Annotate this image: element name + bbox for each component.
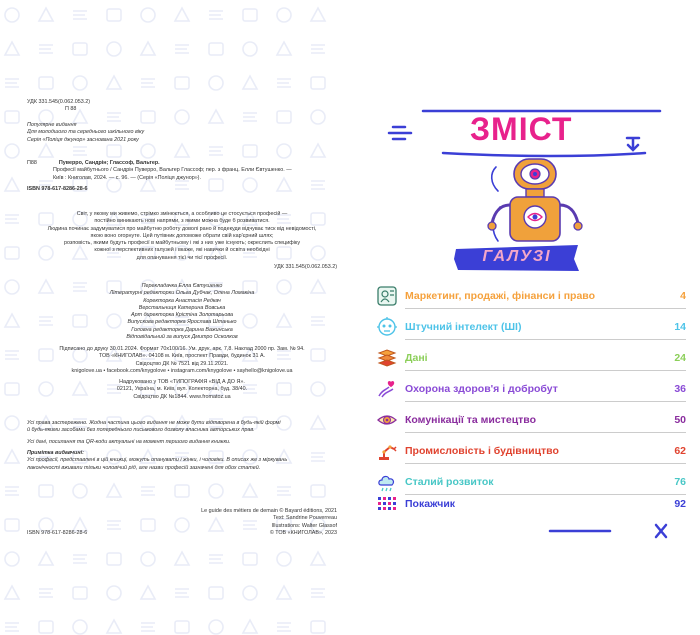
doodle-shape [311,8,325,21]
credit-line: Головна редакторка Дарина Важинська [131,326,233,333]
doodle-shape [5,383,19,395]
doodle-shape [209,147,223,155]
series-founded: Серія «Поліця джунор» заснована 2021 року [27,136,139,143]
doodle-shape [73,555,87,563]
sections-banner [452,243,582,273]
credit-line: Верстальниця Катерина Вовська [138,304,226,311]
doodle-shape [5,111,19,123]
isbn-top: ISBN 978-617-8286-28-6 [27,185,88,192]
call-number: П 88 [65,106,77,113]
doodle-shape [141,487,155,495]
toc-divider [405,401,686,402]
original-credit-line: Le guide des métiers de demain © Bayard éditions, 2021 [201,508,337,514]
publisher-note [27,450,337,472]
doodle-shape [73,76,87,90]
page-title: ЗМІСТ [470,111,573,147]
edition-type: Популярне видання [27,122,77,128]
doodle-shape [209,620,223,634]
toc-page-number: 76 [674,476,686,488]
robot-arm-icon [376,440,398,462]
doodle-shape [209,76,223,90]
credit-line: Перекладачка Елла Євтушенко [141,283,223,289]
toc-page-number: 36 [674,383,686,395]
doodle-shape [141,42,155,55]
annotation-line: Людина починає задумуватися про майбутню роботу доволі рано й подекуди відчуває тиск від невідомості, [47,225,317,232]
doodle-shape [141,552,155,566]
toc-divider [405,432,686,433]
doodle-shape [107,9,121,21]
toc-divider [405,308,686,309]
doodle-shape [73,484,87,498]
toc-page-number: 24 [674,352,686,364]
toc-label: Промисловість і будівництво [405,445,559,457]
doodle-shape [107,113,121,121]
doodle-shape [175,485,189,497]
doodle-shape [141,144,155,158]
credits [27,283,337,341]
banner-label: ГАЛУЗІ [482,248,552,265]
doodle-shape [39,144,53,157]
doodle-shape [73,620,87,634]
doodle-shape [39,621,53,633]
credit-line: Відповідальний за випуск Дмитро Осколков [126,334,238,341]
doodle-shape [73,587,87,599]
doodle-shape [5,79,19,87]
eye-icon [376,409,398,431]
doodle-shape [175,45,189,53]
toc-page-number: 14 [674,321,686,333]
original-credit-line: Text: Sandrine Pouverreau [273,515,337,522]
doodle-shape [277,586,291,599]
doodle-shape [243,76,257,89]
doodle-shape [39,45,53,53]
doodle-shape [5,351,19,359]
rights-line: й будь-якими засобами без попереднього письмового дозволу власника авторських прав. [27,427,255,434]
toc-label: Дані [405,352,428,364]
doodle-shape [5,280,19,294]
doodle-shape [107,586,121,600]
annotation [27,211,337,262]
doodle-shape [243,42,257,56]
doodle-shape [277,42,291,55]
doodle-shape [277,487,291,495]
doodle-shape [5,8,19,22]
rights-line: Усі права застережено. Жодна частина цього видання не може бути відтворена в будь-якій формі [27,420,281,426]
toc-label: Покажчик [405,498,456,510]
robot-head-icon [376,316,398,338]
doodle-shape [5,215,19,223]
toc-row-data[interactable] [376,347,686,373]
doodle-shape [5,586,19,599]
doodle-shape [5,144,19,158]
biblio-line: Професії майбутнього / Сандрін Пуверро, Вальтер Гласcоф; пер. з франц. Елли Євтушенко. — [53,167,292,174]
edition-info [27,122,337,144]
doodle-shape [243,586,257,600]
credit-line: Арт директорка Крістіна Золотарьова [130,312,234,319]
toc-label: Охорона здоров'я і добробут [405,383,558,395]
doodle-shape [107,484,121,497]
doodle-shape [311,621,325,633]
doodle-shape [5,623,19,631]
toc-row-marketing[interactable] [376,285,686,311]
biblio-line: Київ : Книголав, 2024. — с. 96. — (Серія «Поліця джунор»). [53,174,201,181]
biblio-code: П88 [27,160,37,166]
doodle-shape [5,416,19,430]
isbn-bottom: ISBN 978-617-8286-28-6 [27,530,88,536]
doodle-shape [107,553,121,565]
doodle-shape [209,587,223,599]
toc-page-number: 62 [674,445,686,457]
doodle-shape [141,586,155,599]
annotation-line: розповість, якими будуть професії в майбутньому і які з них уже існують; окреслить специфіку [63,240,301,247]
print-line: Свідоцтво ДК №1844. www.fromatoz.ua [133,393,231,400]
print-line: Надруковано у ТОВ «ТИПОГРАФІЯ «ВІД А ДО Я». [119,379,245,386]
toc-row-index[interactable] [376,493,686,519]
doodle-shape [209,43,223,55]
annotation-line: кожної з перспективних галузей і вкаже, які навички й освіта необхідні [94,247,270,254]
toc-label: Сталий розвиток [405,476,494,488]
annotation-line: постійно виникають нові напрями, з якими можна буде б розвиватися. [94,218,270,225]
annotation-line: якою воно огорнуте. Цей путівник допоможе обрати свій кар'єрний шлях; [90,232,274,239]
toc-row-communications[interactable] [376,409,686,435]
audience: Для молодшого та середнього шкільного віку [27,129,145,136]
print-info [27,346,337,401]
doodle-shape [39,552,53,565]
toc-page-number: 4 [680,290,686,302]
udk-code: УДК 331.545(0.062.053.2) [27,99,91,105]
doodle-shape [209,484,223,498]
cross-mark-icon [656,525,666,537]
print-line: knigolove.ua • facebook.com/knygolove • instagram.com/knygolove • sayhello@knigolove.ua [71,367,293,374]
doodle-shape [175,77,189,89]
data-stack-icon [376,347,398,369]
toc-page-number: 92 [674,498,686,510]
doodle-shape [277,79,291,87]
toc-divider [405,463,686,464]
doodle-shape [311,144,325,157]
publisher-note-line: лаконічності вживали тільки чоловічий рід, але назви професій зазначені для обох статей. [27,464,261,471]
rights-block [27,420,337,446]
doodle-shape [107,145,121,157]
doodle-shape [277,144,291,158]
print-line: Свідоцтво ДК № 7521 від 29.11.2021. [135,360,229,367]
doodle-shape [39,77,53,89]
doodle-shape [5,487,19,495]
doodle-shape [5,519,19,531]
briefcase-icon [376,285,398,307]
doodle-shape [73,43,87,55]
doodle-shape [39,589,53,597]
toc-row-ai[interactable] [376,316,686,342]
doodle-shape [107,76,121,89]
rights-line: Усі дані, посилання та QR-коди актуальні на момент першого видання книжки. [27,438,231,445]
original-credit-line: © ТОВ «КНИГОЛАВ», 2023 [269,529,337,536]
biblio-authors: Пуверро, Сандрін; Гласcоф, Вальтер. [58,160,160,166]
toc-label: Маркетинг, продажі, фінанси і право [405,290,596,302]
doodle-shape [243,113,257,121]
doodle-shape [243,9,257,21]
doodle-shape [277,8,291,22]
doodle-shape [73,11,87,19]
bibliographic-record [27,160,337,193]
cloud-icon [376,471,398,493]
doodle-shape [175,589,189,597]
doodle-shape [243,484,257,497]
doodle-shape [209,555,223,563]
doodle-shape [209,11,223,19]
doodle-shape [141,79,155,87]
doodle-shape [311,589,325,597]
doodle-shape [311,485,325,497]
toc-page-number: 50 [674,414,686,426]
doodle-shape [5,314,19,327]
doodle-shape [277,552,291,566]
doodle-shape [311,77,325,89]
doodle-shape [243,553,257,565]
doodle-shape [175,552,189,565]
doodle-shape [175,8,189,21]
credit-line: Коректорка Анастасія Редкач [143,297,221,304]
annotation-line: для опанування тієї чи тієї професії. [136,254,228,261]
doodle-shape [5,450,19,463]
print-line: ТОВ «КНИГОЛАВ». 04108 м. Київ, проспект Правди, будинок 31 А. [98,353,266,360]
doodle-shape [311,45,325,53]
doodle-shape [39,8,53,21]
heart-health-icon [376,378,398,400]
doodle-shape [5,247,19,259]
toc-label: Комунікації та мистецтво [405,414,537,426]
original-credit-line: Illustrations: Walter Glassof [271,522,337,529]
credit-line: Випускова редакторка Ярослава Штанько [127,319,237,326]
doodle-shape [141,8,155,22]
annotation-line: Світ, у якому ми живемо, стрімко змінюється, а особливо це стосується професій — [76,211,288,217]
publisher-note-line: Усі професії, представлені в цій книжці, можуть опанувати і жінки, і чоловіки. В описах же з міркувань [27,457,288,464]
arrow-down-icon [628,139,638,150]
bottom-decoration [548,519,678,545]
doodle-shape [243,620,257,633]
doodle-shape [5,552,19,566]
toc-row-industry[interactable] [376,440,686,466]
doodle-shape [39,485,53,497]
udk-block-top [27,99,337,114]
doodle-shape [107,42,121,56]
doodle-shape [141,623,155,631]
toc-divider [405,370,686,371]
doodle-shape [277,623,291,631]
doodle-shape [175,144,189,157]
doodle-shape [73,147,87,155]
toc-row-health[interactable] [376,378,686,404]
print-line: 02121, Україна, м. Київ, вул. Колекторна, буд. 38/40. [116,386,248,393]
credit-line: Літературні редакторки Ольга Дубчак, Олена Ломакіна [109,290,255,297]
publisher-note-title: Примітка видавчині: [27,450,84,456]
print-line: Підписано до друку 30.01.2024. Формат 70x100/16. Ум. друк. арк. 7,8. Наклад 2000 пр. Зам. № 94. [59,346,305,352]
toc-label: Штучний інтелект (ШІ) [405,321,522,333]
doodle-shape [243,145,257,157]
doodle-shape [5,42,19,55]
udk-mid: УДК 331.545(0.062.053.2) [273,264,337,270]
doodle-shape [311,552,325,565]
toc-divider [405,339,686,340]
doodle-shape [175,621,189,633]
index-icon [376,493,398,515]
doodle-shape [5,178,19,191]
doodle-shape [107,620,121,633]
